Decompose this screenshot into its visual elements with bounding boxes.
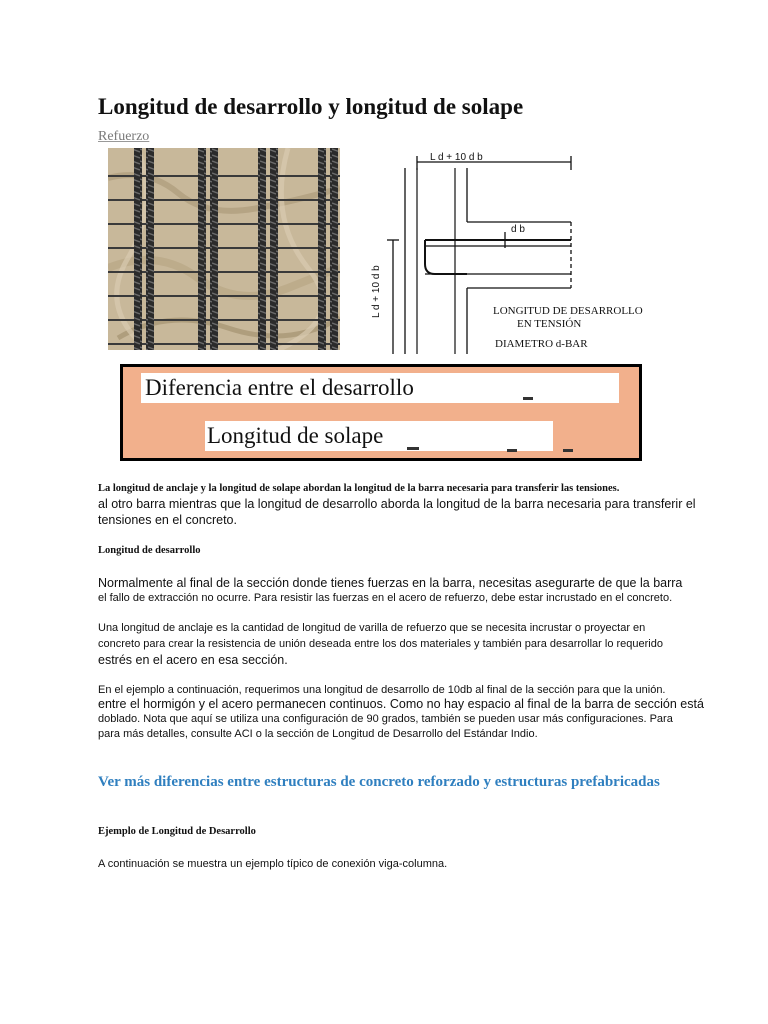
banner-dash	[507, 449, 517, 452]
banner-dash	[563, 449, 573, 452]
page-title: Longitud de desarrollo y longitud de solape	[98, 94, 524, 119]
more-differences-link[interactable]: Ver más diferencias entre estructuras de concreto reforzado y estructuras prefabricadas	[98, 774, 660, 790]
diagram-caption-1: LONGITUD DE DESARROLLO	[493, 305, 643, 317]
banner-dash	[407, 447, 419, 450]
difference-banner	[120, 364, 642, 461]
banner-line-1: Diferencia entre el desarrollo	[141, 373, 619, 403]
paragraph-3-line-2: entre el hormigón y el acero permanecen continuos. Como no hay espacio al final de la barra de sección está	[98, 697, 704, 711]
paragraph-3-line-4: para más detalles, consulte ACI o la sección de Longitud de Desarrollo del Estándar Indio.	[98, 728, 538, 740]
paragraph-1-line-1: Normalmente al final de la sección donde tienes fuerzas en la barra, necesitas asegurarte de que la barra	[98, 576, 683, 590]
paragraph-1-line-2: el fallo de extracción no ocurre. Para resistir las fuerzas en el acero de refuerzo, debe estar incrustado en el concreto.	[98, 592, 673, 604]
diagram-caption-2: EN TENSIÓN	[517, 318, 582, 330]
paragraph-2-line-1: Una longitud de anclaje es la cantidad de longitud de varilla de refuerzo que se necesita incrustar o proyectar en	[98, 622, 646, 634]
paragraph-3-line-3: doblado. Nota que aquí se utiliza una configuración de 90 grados, también se pueden usar más configuraciones. Para	[98, 713, 673, 725]
rebar-cage-photo	[108, 148, 340, 350]
db-label: d b	[511, 224, 525, 235]
side-dimension-label: L d + 10 d b	[371, 265, 382, 318]
section-heading-development-length: Longitud de desarrollo	[98, 545, 201, 556]
development-length-diagram	[355, 148, 680, 358]
banner-line-2: Longitud de solape	[205, 421, 553, 451]
category-link[interactable]: Refuerzo	[98, 129, 150, 144]
paragraph-2-line-3: estrés en el acero en esa sección.	[98, 653, 288, 667]
intro-line-2: al otro barra mientras que la longitud de desarrollo aborda la longitud de la barra necesaria para transferir el	[98, 497, 696, 511]
intro-line-1: La longitud de anclaje y la longitud de solape abordan la longitud de la barra necesaria para transferir las tensiones.	[98, 483, 620, 494]
example-paragraph: A continuación se muestra un ejemplo típico de conexión viga-columna.	[98, 858, 448, 870]
top-dimension-label: L d + 10 d b	[430, 152, 483, 163]
paragraph-2-line-2: concreto para crear la resistencia de unión deseada entre los dos materiales y también para desarrollar lo requerido	[98, 638, 663, 650]
banner-dash	[523, 397, 533, 400]
diagram-caption-3: DIAMETRO d-BAR	[495, 338, 588, 350]
paragraph-3-line-1: En el ejemplo a continuación, requerimos una longitud de desarrollo de 10db al final de la sección para que la unión.	[98, 684, 666, 696]
intro-line-3: tensiones en el concreto.	[98, 513, 237, 527]
section-heading-example: Ejemplo de Longitud de Desarrollo	[98, 826, 256, 837]
